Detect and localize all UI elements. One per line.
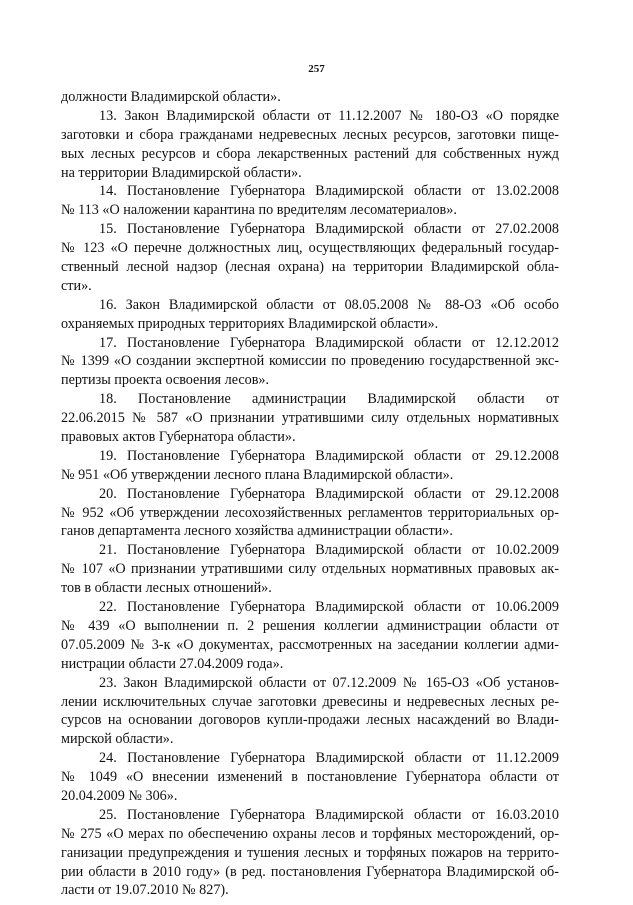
text-line: № 107 «О признании утратившими силу отдельных нормативных правовых ак- xyxy=(61,561,559,578)
text-line: вых лесных ресурсов и сбора лекарственных растений для собственных нужд xyxy=(61,145,559,162)
text-line: № 439 «О выполнении п. 2 решения коллегии администрации области от xyxy=(61,617,559,634)
text-line: рии области в 2010 году» (в ред. постановления Губернатора Владимирской об- xyxy=(61,863,559,880)
list-item-start-line: 21. Постановление Губернатора Владимирской области от 10.02.2009 xyxy=(99,542,559,559)
text-line: пертизы проекта освоения лесов». xyxy=(61,372,270,389)
list-item-start-line: 25. Постановление Губернатора Владимирской области от 16.03.2010 xyxy=(99,806,559,823)
text-line: заготовки и сбора гражданами недревесных лесных ресурсов, заготовки пище- xyxy=(61,126,559,143)
text-line: сти». xyxy=(61,277,92,294)
text-line: сурсов на основании договоров купли-продажи лесных насаждений во Влади- xyxy=(61,712,559,729)
text-line: № 275 «О мерах по обеспечению охраны лесов и торфяных месторождений, ор- xyxy=(61,825,559,842)
text-line: на территории Владимирской области». xyxy=(61,164,302,181)
list-item-start-line: 16. Закон Владимирской области от 08.05.2008 № 88-ОЗ «Об особо xyxy=(99,296,559,313)
text-line: № 123 «О перечне должностных лиц, осуществляющих федеральный государ- xyxy=(61,240,559,257)
list-item-start-line: 22. Постановление Губернатора Владимирской области от 10.06.2009 xyxy=(99,599,559,616)
text-line: лении исключительных случае заготовки древесины и недревесных лесных ре- xyxy=(61,693,559,710)
text-line: 20.04.2009 № 306». xyxy=(61,787,178,804)
text-line: № 951 «Об утверждении лесного плана Владимирской области». xyxy=(61,466,454,483)
list-item-start-line: 23. Закон Владимирской области от 07.12.2009 № 165-ОЗ «Об установ- xyxy=(99,674,559,691)
text-line: № 1399 «О создании экспертной комиссии по проведению государственной экс- xyxy=(61,353,559,370)
text-line: 07.05.2009 № 3-к «О документах, рассмотренных на заседании коллегии адми- xyxy=(61,636,559,653)
list-item-start-line: 17. Постановление Губернатора Владимирской области от 12.12.2012 xyxy=(99,334,559,351)
text-line: должности Владимирской области». xyxy=(61,89,281,105)
text-line: нистрации области 27.04.2009 года». xyxy=(61,655,284,672)
text-line: тов в области лесных отношений». xyxy=(61,580,272,597)
text-line: ласти от 19.07.2010 № 827). xyxy=(61,882,229,899)
text-line: мирской области». xyxy=(61,731,174,748)
list-item-start-line: 14. Постановление Губернатора Владимирской области от 13.02.2008 xyxy=(99,183,559,200)
text-line: ственный лесной надзор (лесная охрана) на территории Владимирской обла- xyxy=(61,259,559,276)
text-line: правовых актов Губернатора области». xyxy=(61,429,296,446)
text-line: ганизации предупреждения и тушения лесных и торфяных пожаров на террито- xyxy=(61,844,559,861)
list-item-start-line: 24. Постановление Губернатора Владимирской области от 11.12.2009 xyxy=(99,750,559,767)
text-line: № 1049 «О внесении изменений в постановление Губернатора области от xyxy=(61,769,559,786)
list-item-start-line: 19. Постановление Губернатора Владимирской области от 29.12.2008 xyxy=(99,447,559,464)
list-item-start-line: 15. Постановление Губернатора Владимирской области от 27.02.2008 xyxy=(99,221,559,238)
text-line: 22.06.2015 № 587 «О признании утратившими силу отдельных нормативных xyxy=(61,410,559,427)
text-line: № 952 «Об утверждении лесохозяйственных регламентов территориальных ор- xyxy=(61,504,559,521)
list-item-start-line: 20. Постановление Губернатора Владимирской области от 29.12.2008 xyxy=(99,485,559,502)
text-line: охраняемых природных территориях Владимирской области». xyxy=(61,315,439,332)
list-item-start-line: 13. Закон Владимирской области от 11.12.2007 № 180-ОЗ «О порядке xyxy=(99,107,559,124)
document-body xyxy=(61,88,559,900)
page-number: 257 xyxy=(308,63,325,75)
list-item-start-line: 18. Постановление администрации Владимирской области от xyxy=(99,391,559,408)
text-line: № 113 «О наложении карантина по вредителям лесоматериалов». xyxy=(61,202,457,219)
text-line: ганов департамента лесного хозяйства администрации области». xyxy=(61,523,453,540)
